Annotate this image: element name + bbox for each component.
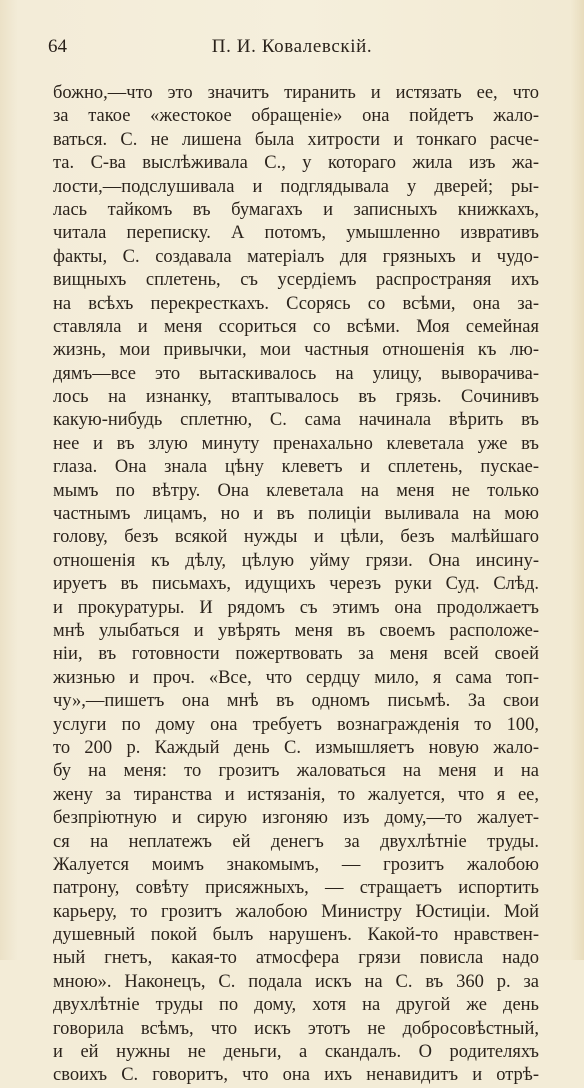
text-line: голову, безъ всякой нужды и цѣли, безъ малѣйшаго <box>53 527 539 548</box>
page-number: 64 <box>48 36 67 57</box>
text-line: лось на изнанку, втаптывалось въ грязь. Сочинивъ <box>53 387 539 408</box>
text-line: патрону, совѣту присяжныхъ, — стращаетъ испортить <box>53 878 539 899</box>
text-line: и прокуратуры. И рядомъ съ этимъ она продолжаетъ <box>53 597 539 618</box>
text-line: душевный покой былъ нарушенъ. Какой-то нравствен- <box>53 925 539 946</box>
text-line: карьеру, то грозитъ жалобою Министру Юстиціи. Мой <box>53 901 539 922</box>
text-line: лости,—подслушивала и подглядывала у дверей; ры- <box>53 176 539 197</box>
text-line: ируетъ въ письмахъ, идущихъ черезъ руки Суд. Слѣд. <box>53 574 539 595</box>
text-line: ный гнетъ, какая-то атмосфера грязи повисла надо <box>53 948 539 969</box>
text-line: дямъ—все это вытаскивалось на улицу, выворачива- <box>53 363 539 384</box>
text-line: то 200 р. Каждый день С. измышляетъ новую жало- <box>53 737 539 758</box>
page-header <box>48 36 536 60</box>
text-line: своихъ С. говоритъ, что она ихъ ненавидитъ и отрѣ- <box>53 1065 539 1086</box>
text-line: какую-нибудь сплетню, С. сама начинала вѣрить въ <box>53 410 539 431</box>
text-line: говорила всѣмъ, что искъ этотъ не добросовѣстный, <box>53 1018 539 1039</box>
text-line: за такое «жестокое обращеніе» она пойдетъ жало- <box>53 106 539 127</box>
text-line: безпріютную и сирую изгоняю изъ дому,—то жалует- <box>53 808 539 829</box>
body-text <box>53 82 539 1088</box>
text-line: жизнью и проч. «Все, что сердцу мило, я сама топ- <box>53 667 539 688</box>
text-line: ніи, въ готовности пожертвовать за меня всей своей <box>53 644 539 665</box>
text-line: божно,—что это значитъ тиранить и истязать ее, что <box>53 83 539 103</box>
text-line: мымъ по вѣтру. Она клеветала на меня не только <box>53 480 539 501</box>
text-line: отношенія къ дѣлу, цѣлую уйму грязи. Она инсину- <box>53 550 539 571</box>
text-line: лась тайкомъ въ бумагахъ и записныхъ книжкахъ, <box>53 199 539 220</box>
text-line: нее и въ злую минуту пренахально клеветала уже въ <box>53 433 539 454</box>
text-line: жизнь, мои привычки, мои частныя отношенія къ лю- <box>53 340 539 361</box>
text-line: ваться. С. не лишена была хитрости и тонкаго расче- <box>53 129 539 150</box>
running-head: П. И. Ковалевскій. <box>211 36 373 57</box>
text-line: читала переписку. А потомъ, умышленно извративъ <box>53 223 539 244</box>
text-line: двухлѣтніе труды по дому, хотя на другой же день <box>53 995 539 1016</box>
text-line: та. С-ва выслѣживала С., у котораго жила изъ жа- <box>53 153 539 174</box>
text-line: жену за тиранства и истязанія, то жалуется, что я ее, <box>53 784 539 805</box>
text-line: и ей нужны не деньги, а скандалъ. О родителяхъ <box>53 1042 539 1063</box>
text-line: мною». Наконецъ, С. подала искъ на С. въ 360 р. за <box>53 971 539 992</box>
text-line: ся на неплатежъ ей денегъ за двухлѣтніе труды. <box>53 831 539 852</box>
text-line: Жалуется моимъ знакомымъ, — грозитъ жалобою <box>53 854 539 875</box>
text-line: глаза. Она знала цѣну клеветъ и сплетень, пускае- <box>53 457 539 478</box>
text-line: мнѣ улыбаться и увѣрять меня въ своемъ расположе- <box>53 620 539 641</box>
text-line: ставляла и меня ссориться со всѣми. Моя семейная <box>53 316 539 337</box>
text-line: бу на меня: то грозитъ жаловаться на меня и на <box>53 761 539 782</box>
text-line: чу»,—пишетъ она мнѣ въ одномъ письмѣ. За свои <box>53 691 539 712</box>
text-line: частнымъ лицамъ, но и въ полиціи выливала на мою <box>53 504 539 525</box>
text-line: услуги по дому она требуетъ вознагражденія то 100, <box>53 714 539 735</box>
text-line: вищныхъ сплетень, съ усердіемъ распространяя ихъ <box>53 270 539 291</box>
text-line: факты, С. создавала матеріалъ для грязныхъ и чудо- <box>53 246 539 267</box>
text-line: на всѣхъ перекресткахъ. Ссорясь со всѣми, она за- <box>53 293 539 314</box>
